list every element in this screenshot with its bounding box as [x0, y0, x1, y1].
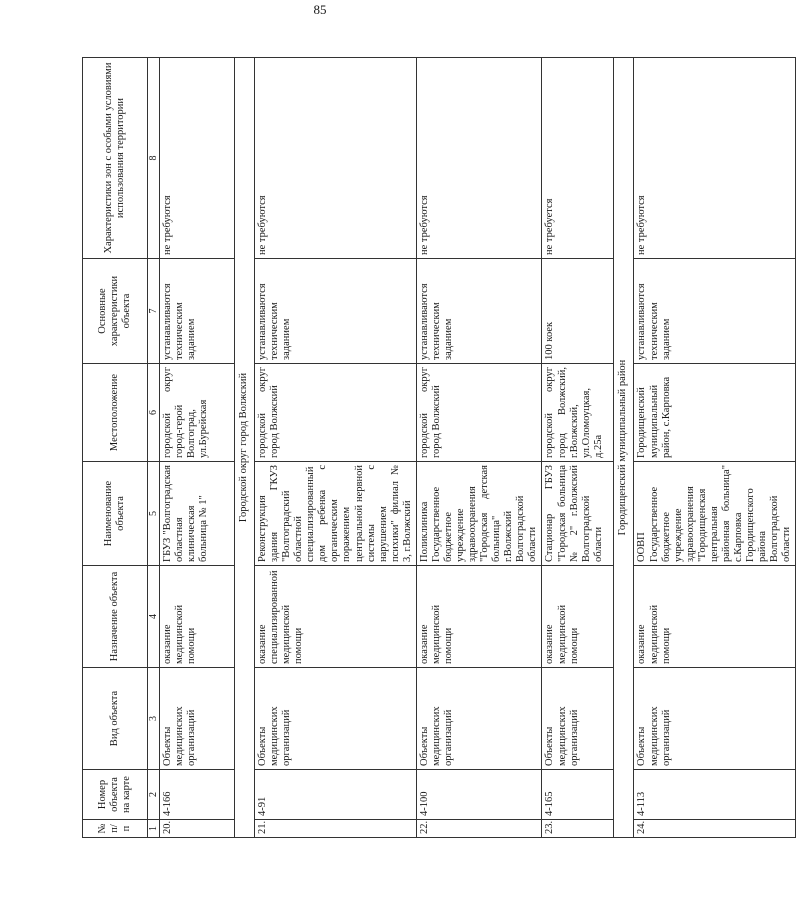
object-map-number: 4-165 — [542, 770, 614, 820]
object-characteristics: устанавливаются техническим заданием — [416, 259, 542, 364]
header-cell: № п/п — [83, 820, 148, 838]
object-type: Объекты медицинских организаций — [542, 668, 614, 770]
object-map-number: 4-91 — [255, 770, 417, 820]
column-number-row — [148, 58, 160, 838]
header-cell: Вид объекта — [83, 668, 148, 770]
object-location: городской округ город Волжский, г.Волжский, ул.Оломоуцкая, д.25а — [542, 364, 614, 462]
header-cell: Наименование объекта — [83, 462, 148, 566]
object-type: Объекты медицинских организаций — [160, 668, 235, 770]
object-characteristics: устанавливаются техническим заданием — [255, 259, 417, 364]
object-name: Реконструкция здания ГКУЗ "Волгоградский областной специализированный дом ребенка с органическим поражением центральной нервной системы с нарушением психики" филиал № 3, г.Волжский — [255, 462, 417, 566]
column-number: 1 — [148, 820, 160, 838]
column-number: 7 — [148, 259, 160, 364]
object-type: Объекты медицинских организаций — [255, 668, 417, 770]
object-location: городской округ город Волжский — [416, 364, 542, 462]
row-number: 24. — [634, 820, 796, 838]
row-number: 23. — [542, 820, 614, 838]
row-number: 22. — [416, 820, 542, 838]
object-characteristics: устанавливаются техническим заданием — [634, 259, 796, 364]
header-cell: Номер объекта на карте — [83, 770, 148, 820]
object-name: Стационар ГБУЗ "Городская больница № 2" г.Волжский Волгоградской области — [542, 462, 614, 566]
header-cell: Назначение объекта — [83, 566, 148, 668]
object-location: городской округ город Волжский — [255, 364, 417, 462]
zone-characteristics: не требуются — [416, 58, 542, 259]
object-type: Объекты медицинских организаций — [634, 668, 796, 770]
column-number: 6 — [148, 364, 160, 462]
zone-characteristics: не требуются — [160, 58, 235, 259]
table-row — [542, 58, 614, 838]
zone-characteristics: не требуются — [634, 58, 796, 259]
section-row — [235, 58, 255, 838]
column-number: 3 — [148, 668, 160, 770]
object-characteristics: устанавливаются техническим заданием — [160, 259, 235, 364]
object-name: ООВП Государственное бюджетное учреждение здравоохранения "Городищенская центральная районная больница" с.Карповка Городищенского района Волгоградской области — [634, 462, 796, 566]
section-title: Городищенский муниципальный район — [614, 58, 634, 838]
section-row — [614, 58, 634, 838]
zone-characteristics: не требуются — [255, 58, 417, 259]
objects-table — [82, 57, 796, 838]
object-map-number: 4-113 — [634, 770, 796, 820]
object-purpose: оказание специализированной медицинской помощи — [255, 566, 417, 668]
object-purpose: оказание медицинской помощи — [160, 566, 235, 668]
object-map-number: 4-166 — [160, 770, 235, 820]
row-number: 20. — [160, 820, 235, 838]
table-row — [255, 58, 417, 838]
header-cell: Местоположение — [83, 364, 148, 462]
rotated-table-container — [82, 58, 793, 838]
object-type: Объекты медицинских организаций — [416, 668, 542, 770]
column-number: 5 — [148, 462, 160, 566]
object-map-number: 4-100 — [416, 770, 542, 820]
column-number: 2 — [148, 770, 160, 820]
page-number: 85 — [313, 2, 327, 17]
object-location: городской округ город-герой Волгоград, ул.Бурейская — [160, 364, 235, 462]
column-number: 4 — [148, 566, 160, 668]
section-title: Городской округ город Волжский — [235, 58, 255, 838]
object-purpose: оказание медицинской помощи — [416, 566, 542, 668]
object-purpose: оказание медицинской помощи — [634, 566, 796, 668]
zone-characteristics: не требуется — [542, 58, 614, 259]
object-characteristics: 100 коек — [542, 259, 614, 364]
object-purpose: оказание медицинской помощи — [542, 566, 614, 668]
header-cell: Характеристики зон с особыми условиями использования территории — [83, 58, 148, 259]
table-row — [160, 58, 235, 838]
header-cell: Основные характеристики объекта — [83, 259, 148, 364]
table-header-row — [83, 58, 148, 838]
object-name: ГБУЗ "Волгоградская областная клиническая больница № 1" — [160, 462, 235, 566]
object-location: Городищенский муниципальный район, с.Карповка — [634, 364, 796, 462]
table-row — [634, 58, 796, 838]
column-number: 8 — [148, 58, 160, 259]
row-number: 21. — [255, 820, 417, 838]
table-row — [416, 58, 542, 838]
object-name: Поликлиника Государственное бюджетное учреждение здравоохранения "Городская детская больница" г.Волжский Волгоградской области — [416, 462, 542, 566]
